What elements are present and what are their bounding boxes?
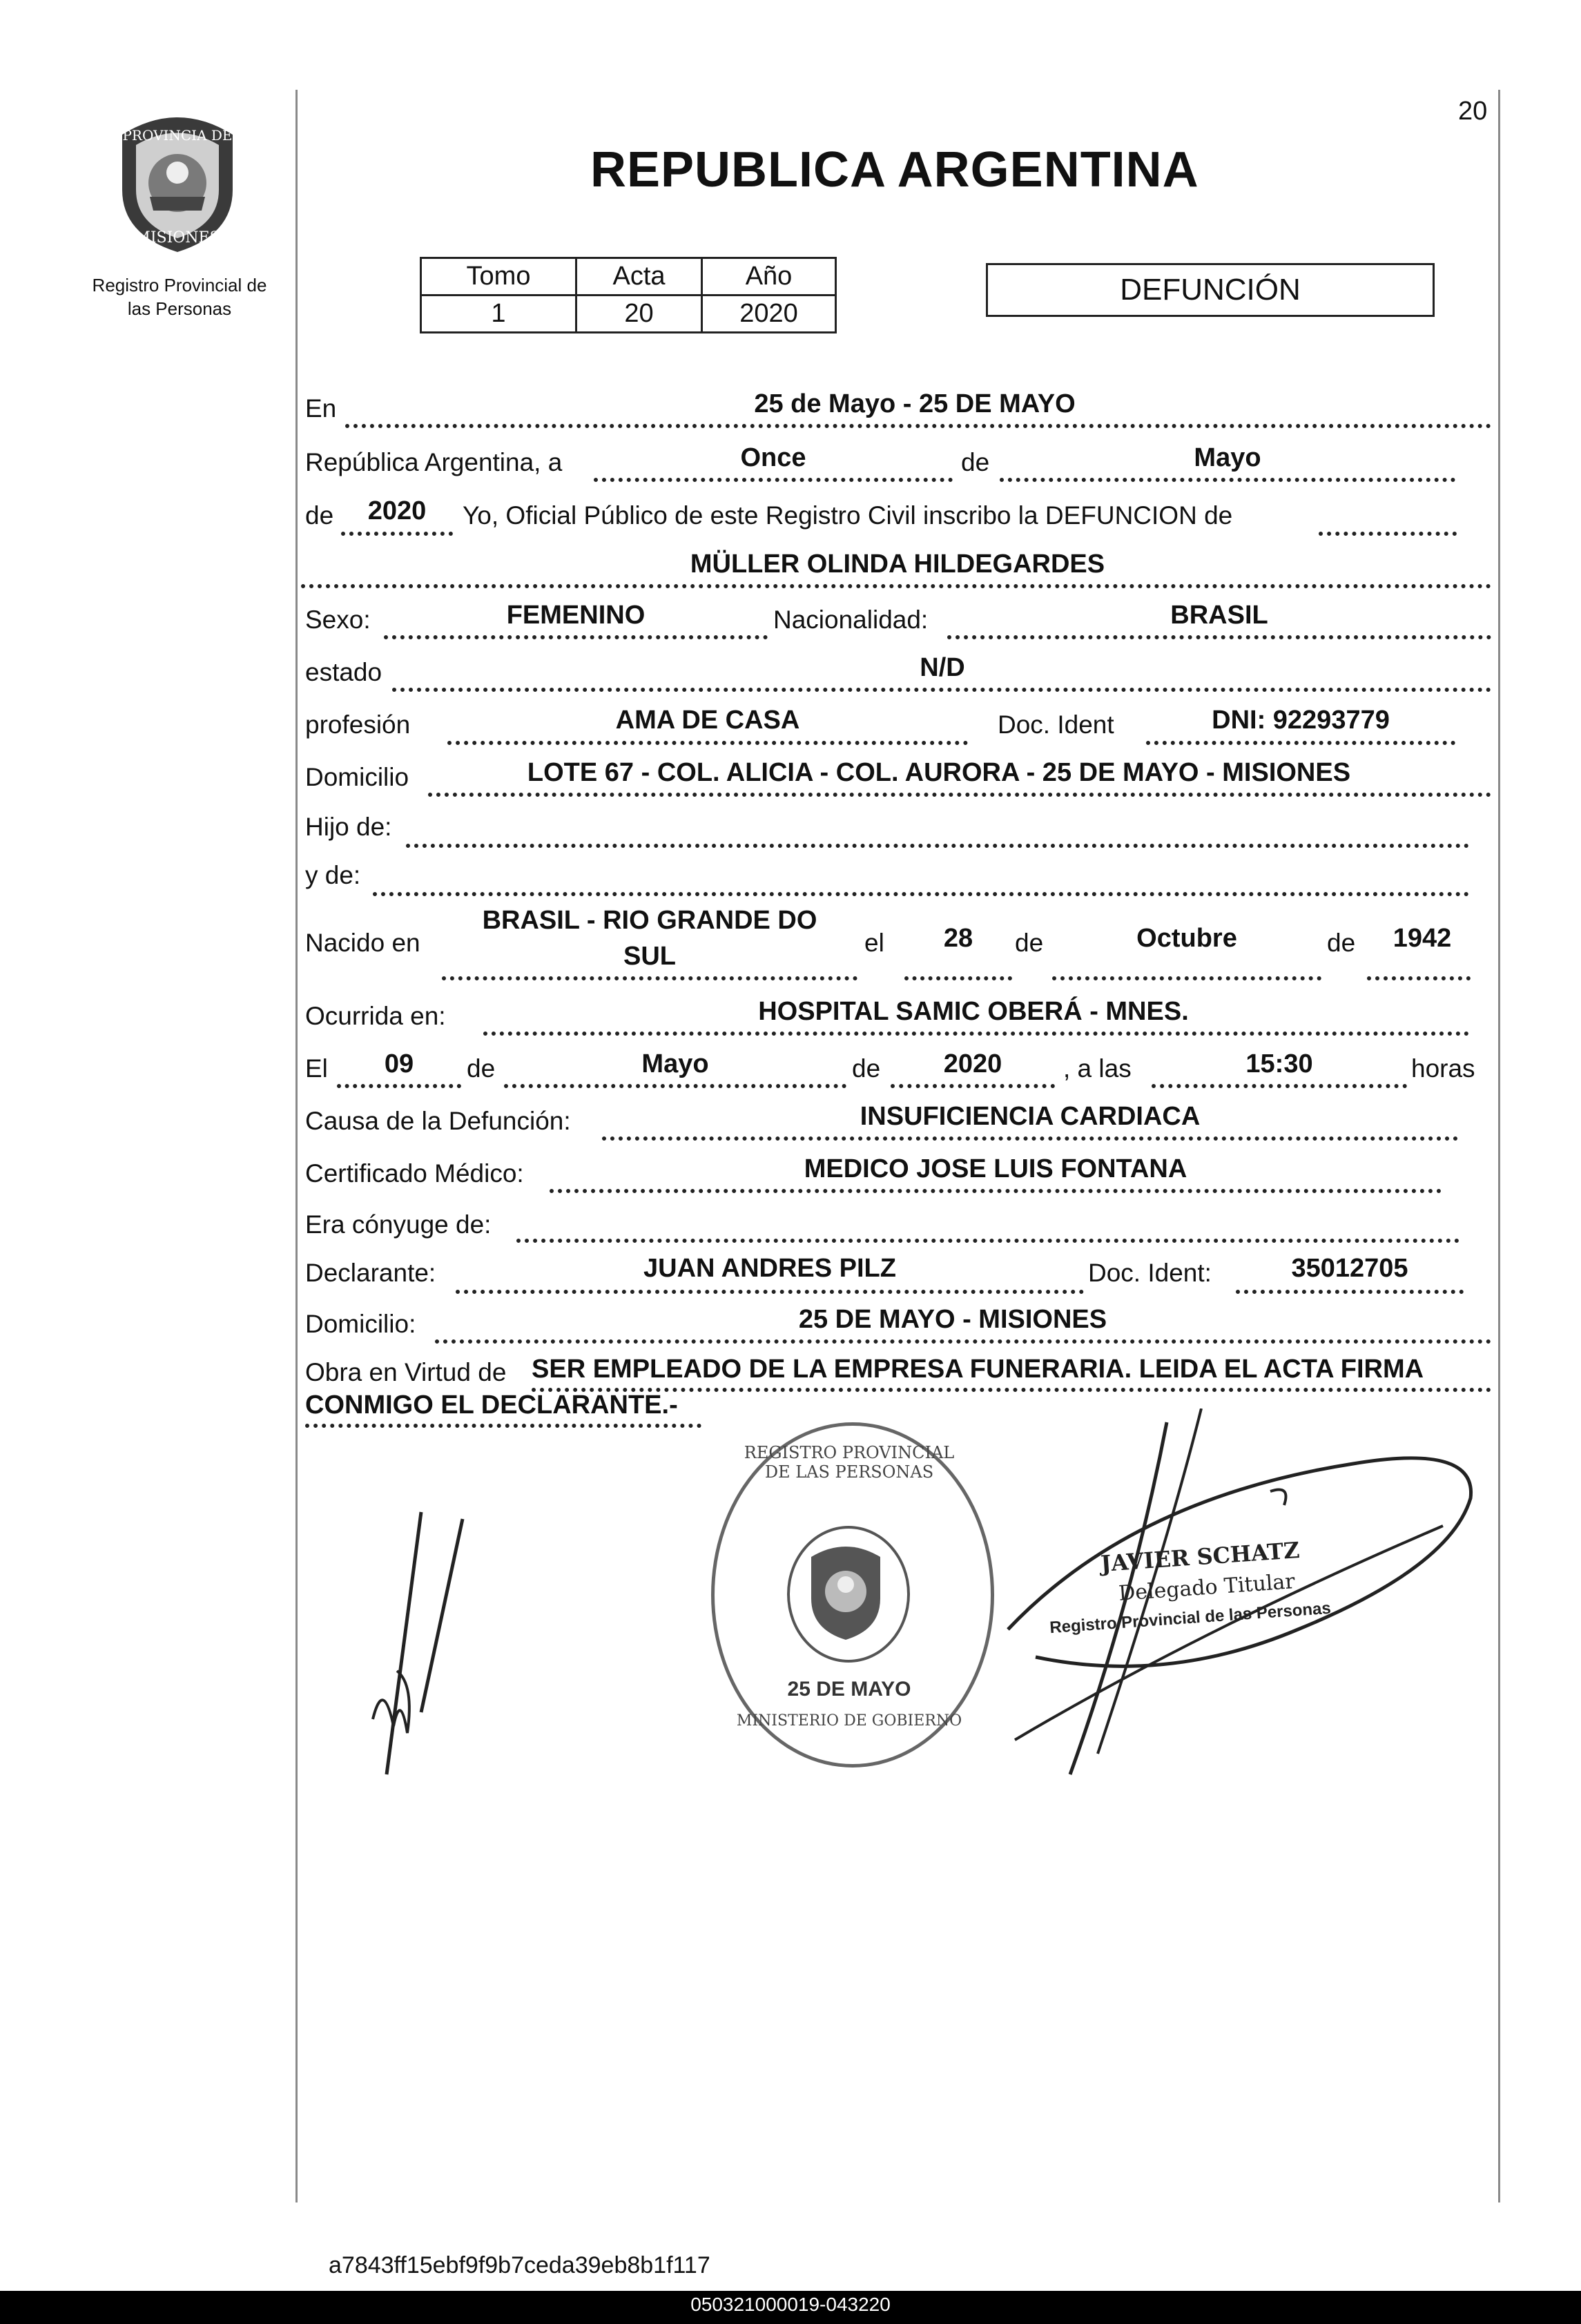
certificado-dots — [550, 1189, 1442, 1193]
profesion-label: profesión — [305, 710, 411, 739]
obra-value-line2: CONMIGO EL DECLARANTE.- — [305, 1391, 678, 1420]
record-type: DEFUNCIÓN — [1120, 273, 1301, 307]
stamp-bottom-text: MINISTERIO DE GOBIERNO — [736, 1712, 962, 1730]
nac-dia-dots — [904, 976, 1012, 980]
stamp-seal-emblem — [801, 1540, 891, 1643]
declarante-value: JUAN ANDRES PILZ — [643, 1254, 896, 1283]
conyuge-dots — [516, 1239, 1459, 1243]
def-de2-label: de — [852, 1054, 881, 1083]
document-title: REPUBLICA ARGENTINA — [590, 142, 1199, 197]
mes-dots — [1000, 478, 1455, 482]
anio-header: Año — [702, 258, 836, 296]
nac-de1-label: de — [1015, 929, 1044, 957]
obra-dots-line2 — [305, 1424, 701, 1428]
yde-dots — [373, 892, 1469, 896]
en-value: 25 de Mayo - 25 DE MAYO — [754, 389, 1076, 418]
conyuge-label: Era cónyuge de: — [305, 1210, 492, 1239]
right-margin-line — [1498, 90, 1500, 2202]
svg-text:PROVINCIA DE: PROVINCIA DE — [122, 127, 233, 144]
nacido-label: Nacido en — [305, 929, 420, 957]
profesion-value: AMA DE CASA — [615, 706, 800, 735]
nac-anio-value: 1942 — [1393, 924, 1452, 953]
nacido-line2: SUL — [623, 942, 676, 971]
registry-name-line1: Registro Provincial de — [92, 275, 267, 296]
causa-label: Causa de la Defunción: — [305, 1107, 571, 1135]
estado-value: N/D — [920, 653, 965, 682]
el2-label: El — [305, 1054, 328, 1083]
tomo-header: Tomo — [421, 258, 576, 296]
hijo-dots — [406, 844, 1469, 848]
nac-dia-value: 28 — [943, 924, 973, 953]
record-type-box — [986, 263, 1435, 317]
def-anio-dots — [891, 1084, 1055, 1088]
registry-name-line2: las Personas — [127, 298, 232, 319]
nac-de2-label: de — [1327, 929, 1356, 957]
barcode-text: 050321000019-043220 — [690, 2294, 891, 2315]
decl-doc-label: Doc. Ident: — [1088, 1259, 1212, 1287]
estado-label: estado — [305, 658, 382, 686]
decl-doc-dots — [1236, 1290, 1464, 1294]
signature-office: Registro Provincial de las Personas — [1049, 1598, 1332, 1638]
province-seal-logo — [105, 107, 250, 255]
def-hora-dots — [1152, 1084, 1407, 1088]
estado-dots — [392, 688, 1491, 692]
profesion-dots — [447, 741, 968, 745]
acta-header: Acta — [576, 258, 702, 296]
official-stamp — [711, 1422, 994, 1768]
acta-value: 20 — [576, 296, 702, 333]
nacido-line1: BRASIL - RIO GRANDE DO — [482, 906, 817, 935]
decl-domicilio-label: Domicilio: — [305, 1310, 416, 1338]
nac-mes-value: Octubre — [1136, 924, 1237, 953]
nacido-dots — [442, 976, 857, 980]
decl-domicilio-value: 25 DE MAYO - MISIONES — [798, 1305, 1107, 1334]
signature-name: JAVIER SCHATZ — [1100, 1536, 1301, 1578]
page-number: 20 — [1458, 97, 1488, 126]
sexo-value: FEMENINO — [506, 601, 646, 630]
doc-ident-value: DNI: 92293779 — [1212, 706, 1390, 735]
nac-anio-dots — [1367, 976, 1471, 980]
doc-ident-label: Doc. Ident — [998, 710, 1114, 739]
stamp-ring-text: REGISTRO PROVINCIAL DE LAS PERSONAS — [744, 1443, 955, 1482]
republica-label: República Argentina, a — [305, 448, 563, 476]
left-margin-line — [295, 90, 298, 2202]
def-mes-value: Mayo — [641, 1049, 709, 1078]
ocurrida-value: HOSPITAL SAMIC OBERÁ - MNES. — [758, 997, 1189, 1026]
signature-role: Delegado Titular — [1118, 1569, 1296, 1606]
alas-label: , a las — [1063, 1054, 1132, 1083]
tomo-value: 1 — [421, 296, 576, 333]
svg-text:MISIONES: MISIONES — [135, 229, 220, 246]
sexo-dots — [384, 635, 768, 639]
certificado-label: Certificado Médico: — [305, 1159, 524, 1188]
domicilio-dots — [428, 793, 1491, 797]
stamp-lower-text: 25 DE MAYO — [787, 1678, 911, 1701]
declarant-signature — [345, 1505, 483, 1781]
en-dots — [345, 424, 1491, 428]
sexo-label: Sexo: — [305, 606, 371, 634]
yo-text: Yo, Oficial Público de este Registro Civil inscribo la DEFUNCION de — [463, 501, 1233, 530]
causa-value: INSUFICIENCIA CARDIACA — [860, 1102, 1201, 1131]
nacionalidad-value: BRASIL — [1170, 601, 1268, 630]
dia-dots — [594, 478, 953, 482]
ocurrida-label: Ocurrida en: — [305, 1002, 446, 1030]
certificado-value: MEDICO JOSE LUIS FONTANA — [804, 1154, 1187, 1183]
nombre-value: MÜLLER OLINDA HILDEGARDES — [690, 550, 1105, 579]
decl-domicilio-dots — [435, 1339, 1491, 1344]
def-anio-value: 2020 — [943, 1049, 1002, 1078]
hijo-label: Hijo de: — [305, 813, 392, 841]
obra-label: Obra en Virtud de — [305, 1358, 507, 1386]
ocurrida-dots — [483, 1032, 1469, 1036]
declarante-dots — [456, 1290, 1084, 1294]
domicilio-label: Domicilio — [305, 763, 409, 791]
obra-value-line1: SER EMPLEADO DE LA EMPRESA FUNERARIA. LEIDA EL ACTA FIRMA — [532, 1355, 1424, 1384]
en-label: En — [305, 394, 337, 423]
de2-label: de — [305, 501, 334, 530]
nacionalidad-label: Nacionalidad: — [773, 606, 929, 634]
decl-doc-value: 35012705 — [1291, 1254, 1408, 1283]
de-label: de — [961, 448, 990, 476]
horas-label: horas — [1411, 1054, 1475, 1083]
el-label: el — [864, 929, 884, 957]
nac-mes-dots — [1052, 976, 1321, 980]
dia-value: Once — [740, 443, 806, 472]
nacionalidad-dots — [947, 635, 1491, 639]
document-hash: a7843ff15ebf9f9b7ceda39eb8b1f117 — [329, 2252, 710, 2278]
nombre-dots — [301, 584, 1491, 588]
anio-dots — [341, 532, 453, 536]
def-mes-dots — [504, 1084, 846, 1088]
doc-ident-dots — [1146, 741, 1455, 745]
anio-value: 2020 — [702, 296, 836, 333]
def-dia-value: 09 — [384, 1049, 414, 1078]
yde-label: y de: — [305, 861, 361, 889]
def-de1-label: de — [467, 1054, 496, 1083]
record-table — [420, 257, 837, 333]
mes-value: Mayo — [1194, 443, 1261, 472]
anio-inscripcion-value: 2020 — [367, 496, 427, 525]
causa-dots — [602, 1136, 1458, 1141]
declarante-label: Declarante: — [305, 1259, 436, 1287]
def-dia-dots — [337, 1084, 461, 1088]
domicilio-value: LOTE 67 - COL. ALICIA - COL. AURORA - 25 DE MAYO - MISIONES — [527, 758, 1351, 787]
yo-dots — [1319, 532, 1457, 536]
def-hora-value: 15:30 — [1245, 1049, 1313, 1078]
